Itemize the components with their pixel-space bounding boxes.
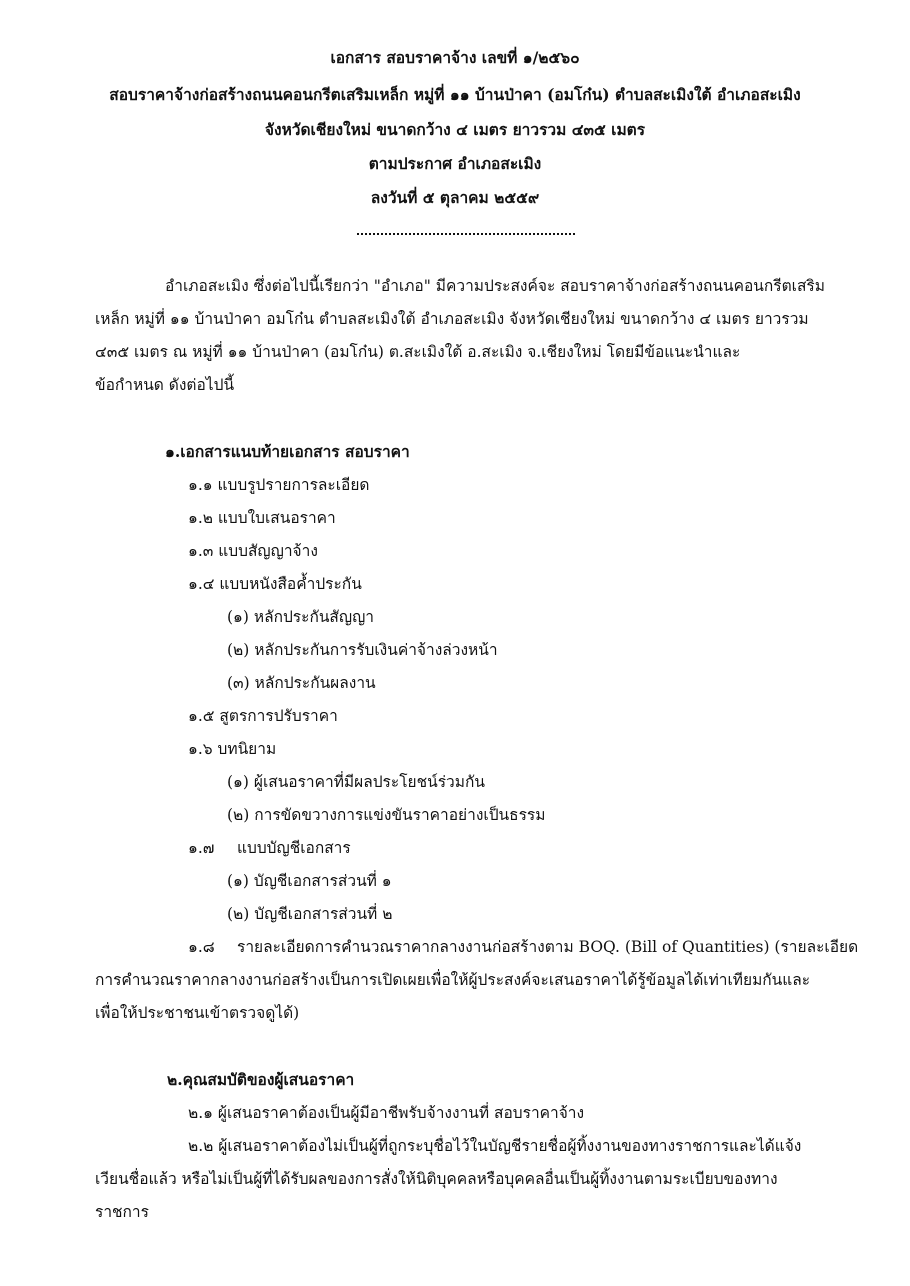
list-subitem-1-7-1: (๑) บัญชีเอกสารส่วนที่ ๑ bbox=[227, 872, 392, 890]
section-1-heading: ๑.เอกสารแนบท้ายเอกสาร สอบราคา bbox=[165, 442, 410, 461]
intro-line-1: อำเภอสะเมิง ซึ่งต่อไปนี้เรียกว่า "อำเภอ" มีความประสงค์จะ สอบราคาจ้างก่อสร้างถนนคอนกรีตเสริม bbox=[165, 277, 825, 295]
list-item-2-2-line-2: เวียนชื่อแล้ว หรือไม่เป็นผู้ที่ได้รับผลของการสั่งให้นิติบุคคลหรือบุคคลอื่นเป็นผู้ทิ้งงานตามระเบียบของทาง bbox=[95, 1170, 778, 1188]
list-item-1-8-line-3: เพื่อให้ประชาชนเข้าตรวจดูได้) bbox=[95, 1004, 300, 1022]
list-item-1-7-number: ๑.๗ bbox=[188, 839, 215, 857]
list-item-2-2-line-3: ราชการ bbox=[95, 1203, 149, 1221]
list-item-1-7-text: แบบบัญชีเอกสาร bbox=[237, 839, 351, 857]
intro-line-3: ๔๓๕ เมตร ณ หมู่ที่ ๑๑ บ้านป่าคา (อมโก๋น) ต.สะเมิงใต้ อ.สะเมิง จ.เชียงใหม่ โดยมีข้อแนะนำและ bbox=[95, 343, 741, 361]
list-item-1-3: ๑.๓ แบบสัญญาจ้าง bbox=[188, 542, 318, 560]
list-item-1-2: ๑.๒ แบบใบเสนอราคา bbox=[188, 509, 336, 527]
list-item-2-2: ๒.๒ ผู้เสนอราคาต้องไม่เป็นผู้ที่ถูกระบุชื่อไว้ในบัญชีรายชื่อผู้ทิ้งงานของทางราชการและได้แจ้ง bbox=[188, 1137, 802, 1155]
list-item-1-6: ๑.๖ บทนิยาม bbox=[188, 740, 277, 758]
announcement-date: ลงวันที่ ๕ ตุลาคม ๒๕๕๙ bbox=[370, 188, 540, 207]
list-subitem-1-6-2: (๒) การขัดขวางการแข่งขันราคาอย่างเป็นธรรม bbox=[227, 806, 546, 824]
list-item-1-8-text: รายละเอียดการคำนวณราคากลางงานก่อสร้างตาม BOQ. (Bill of Quantities) (รายละเอียด bbox=[237, 938, 859, 956]
list-subitem-1-4-1: (๑) หลักประกันสัญญา bbox=[227, 608, 375, 626]
document-subject-line-1: สอบราคาจ้างก่อสร้างถนนคอนกรีตเสริมเหล็ก หมู่ที่ ๑๑ บ้านป่าคา (อมโก๋น) ตำบลสะเมิงใต้ อำเภอสะเมิง bbox=[109, 85, 801, 104]
list-item-1-5: ๑.๕ สูตรการปรับราคา bbox=[188, 707, 338, 725]
list-item-1-8-line-2: การคำนวณราคากลางงานก่อสร้างเป็นการเปิดเผยเพื่อให้ผู้ประสงค์จะเสนอราคาได้รู้ข้อมูลได้เท่าเทียมกันและ bbox=[95, 971, 811, 989]
list-subitem-1-4-2: (๒) หลักประกันการรับเงินค่าจ้างล่วงหน้า bbox=[227, 641, 498, 659]
list-item-1-8-number: ๑.๘ bbox=[188, 938, 215, 956]
list-item-2-1: ๒.๑ ผู้เสนอราคาต้องเป็นผู้มีอาชีพรับจ้างงานที่ สอบราคาจ้าง bbox=[188, 1104, 585, 1122]
list-item-1-4: ๑.๔ แบบหนังสือค้ำประกัน bbox=[188, 575, 362, 593]
section-2-heading: ๒.คุณสมบัติของผู้เสนอราคา bbox=[167, 1070, 355, 1089]
intro-line-2: เหล็ก หมู่ที่ ๑๑ บ้านป่าคา อมโก๋น ตำบลสะเมิงใต้ อำเภอสะเมิง จังหวัดเชียงใหม่ ขนาดกว้าง ๔ เมตร ยาวรวม bbox=[95, 310, 809, 328]
list-item-1-1: ๑.๑ แบบรูปรายการละเอียด bbox=[188, 476, 370, 494]
list-subitem-1-4-3: (๓) หลักประกันผลงาน bbox=[227, 674, 376, 692]
intro-line-4: ข้อกำหนด ดังต่อไปนี้ bbox=[95, 376, 235, 394]
document-subject-line-2: จังหวัดเชียงใหม่ ขนาดกว้าง ๔ เมตร ยาวรวม ๔๓๕ เมตร bbox=[264, 120, 646, 139]
dotted-separator bbox=[357, 233, 575, 235]
document-title: เอกสาร สอบราคาจ้าง เลขที่ ๑/๒๕๖๐ bbox=[330, 48, 580, 67]
list-subitem-1-6-1: (๑) ผู้เสนอราคาที่มีผลประโยชน์ร่วมกัน bbox=[227, 773, 485, 791]
list-subitem-1-7-2: (๒) บัญชีเอกสารส่วนที่ ๒ bbox=[227, 905, 393, 923]
announcement-reference: ตามประกาศ อำเภอสะเมิง bbox=[368, 154, 542, 173]
